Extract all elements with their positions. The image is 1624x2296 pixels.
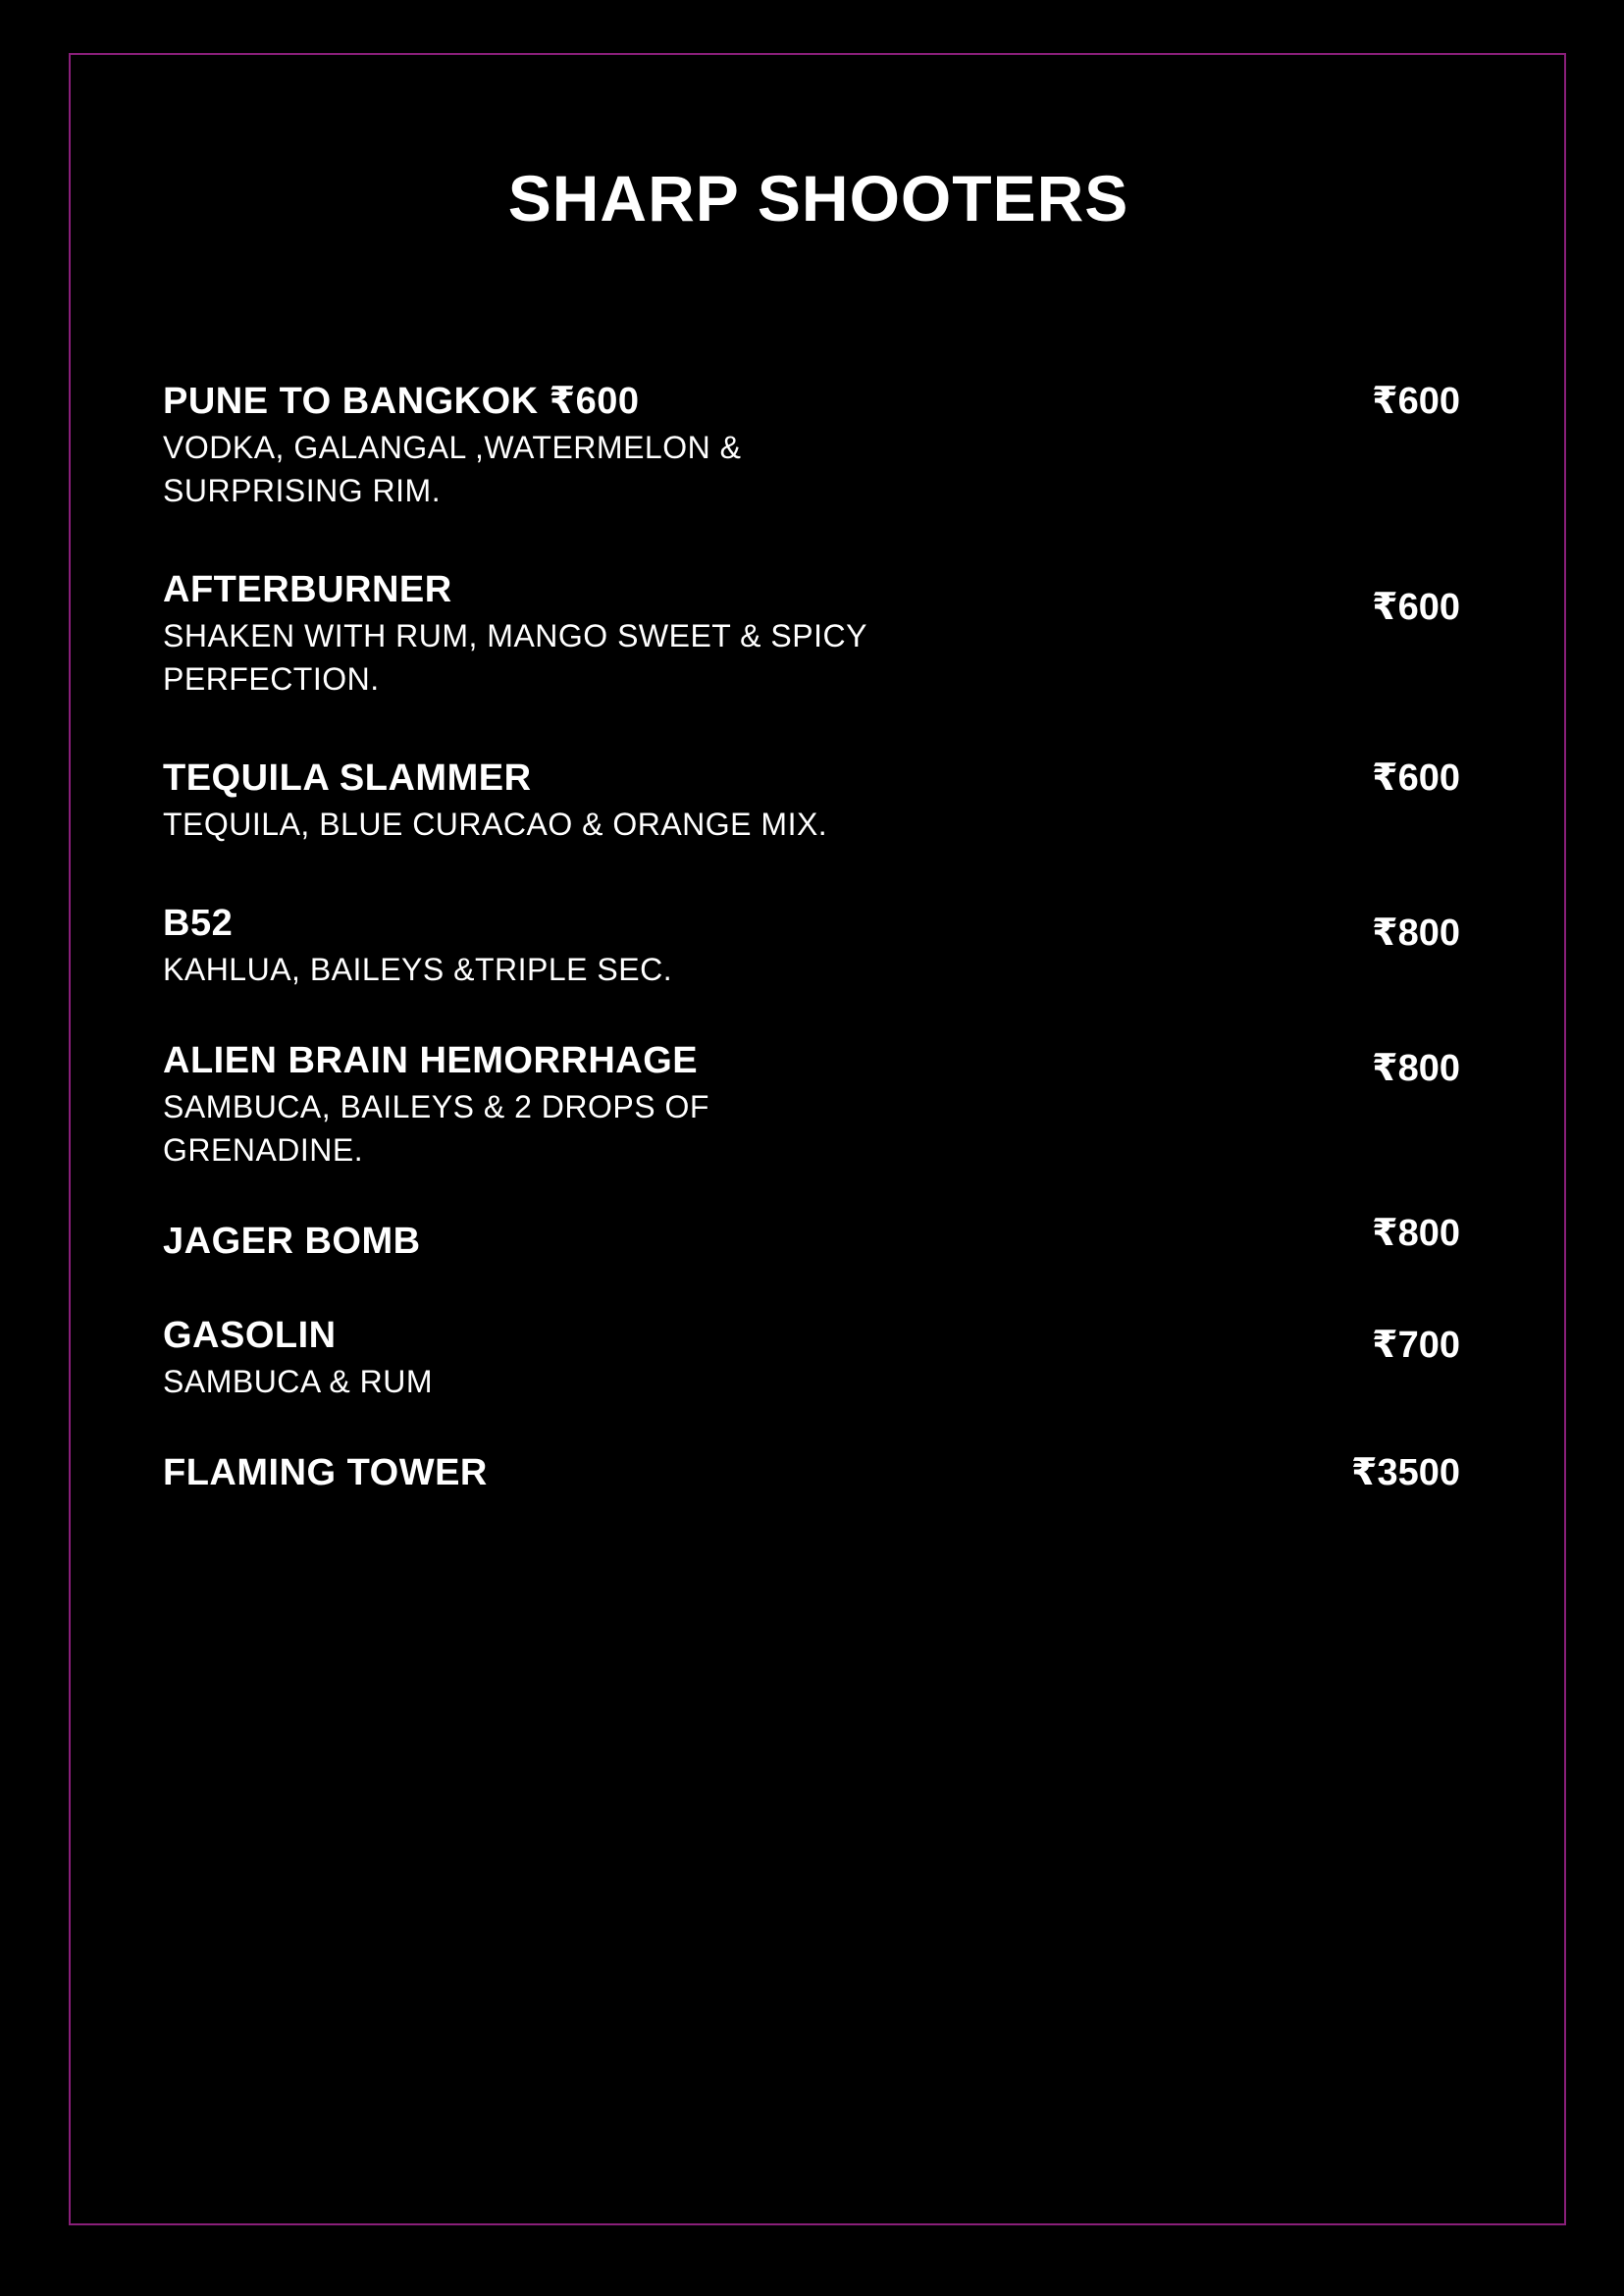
menu-item xyxy=(163,1036,1460,1172)
menu-item xyxy=(163,754,1460,846)
menu-item-price: ₹3500 xyxy=(1351,1452,1460,1493)
menu-item-name: GASOLIN xyxy=(163,1315,337,1356)
menu-item-price: ₹800 xyxy=(1372,1213,1460,1254)
menu-item xyxy=(163,1213,1460,1266)
menu-item-description: SAMBUCA & RUM xyxy=(163,1364,433,1399)
menu-item-name: B52 xyxy=(163,903,234,944)
menu-item-description: VODKA, GALANGAL ,WATERMELON & SURPRISING RIM. xyxy=(163,430,742,508)
menu-item xyxy=(163,1448,1460,1497)
menu-item-name: FLAMING TOWER xyxy=(163,1452,488,1493)
menu-item-description: KAHLUA, BAILEYS &TRIPLE SEC. xyxy=(163,952,673,987)
menu-item-price: ₹600 xyxy=(1372,381,1460,422)
menu-item-description: SHAKEN WITH RUM, MANGO SWEET & SPICY PERFECTION. xyxy=(163,618,867,697)
menu-item xyxy=(163,565,1460,701)
menu-item-name: PUNE TO BANGKOK ₹600 xyxy=(163,381,640,422)
menu-item-description: TEQUILA, BLUE CURACAO & ORANGE MIX. xyxy=(163,807,828,842)
menu-item-price: ₹700 xyxy=(1372,1325,1460,1366)
menu-item xyxy=(163,377,1460,512)
menu-item-price: ₹800 xyxy=(1372,913,1460,954)
menu-item-name: JAGER BOMB xyxy=(163,1221,421,1262)
menu-item-price: ₹600 xyxy=(1372,757,1460,799)
menu-item-name: AFTERBURNER xyxy=(163,569,452,610)
menu-item-price: ₹600 xyxy=(1372,587,1460,628)
menu-item xyxy=(163,1311,1460,1403)
menu-item-name: TEQUILA SLAMMER xyxy=(163,757,532,799)
menu-item xyxy=(163,899,1460,991)
menu-section-title: SHARP SHOOTERS xyxy=(507,162,1129,235)
menu-item-price: ₹800 xyxy=(1372,1048,1460,1089)
menu-item-description: SAMBUCA, BAILEYS & 2 DROPS OF GRENADINE. xyxy=(163,1089,709,1168)
menu-item-name: ALIEN BRAIN HEMORRHAGE xyxy=(163,1040,699,1081)
